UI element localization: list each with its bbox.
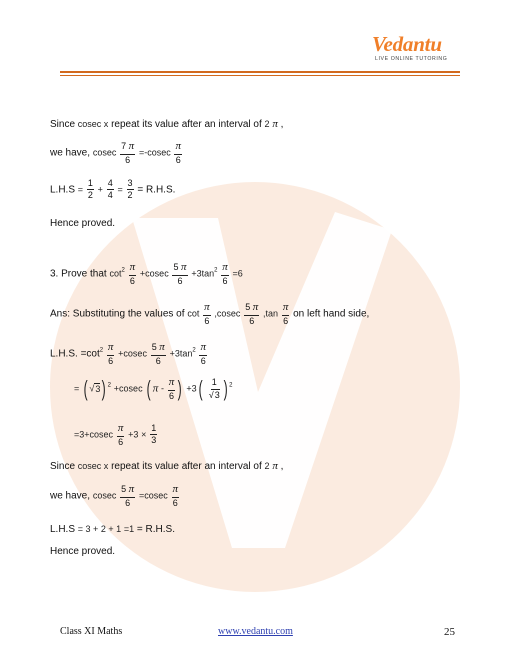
hence-proved-2: Hence proved.	[50, 546, 116, 557]
fraction: $\frac{\pi}{6}$	[168, 376, 175, 401]
fraction: $\frac{\pi}{6}$	[107, 341, 114, 366]
fraction: $\frac{\pi}{6}$	[172, 483, 179, 508]
statement-periodicity-1: Since cosec x repeat its value after an interval of 2 π ,	[50, 118, 284, 130]
footer-website-link[interactable]: www.vedantu.com	[218, 626, 293, 637]
answer-intro: Ans: Substituting the values of cot $\frac{\pi}{6}$ ,cosec $\frac{5 \pi}{6}$ ,tan $\frac{\pi}{6}$ on left hand side,	[50, 301, 370, 326]
footer-class-label: Class XI Maths	[60, 626, 123, 637]
question-3: 3. Prove that $\cot^2$ $\frac{\pi}{6}$ +cosec $\frac{5 \pi}{6}$ $+3\tan^2$ $\frac{\pi}{6}$ =6	[50, 261, 243, 286]
fraction: $\frac{\pi}{6}$	[117, 422, 124, 447]
header-rule-thick	[60, 71, 460, 73]
fraction: $\frac{\pi}{6}$	[204, 301, 210, 326]
fraction: $\frac{5 \pi}{6}$	[245, 301, 259, 326]
fraction: $\frac{1}{3}$	[151, 423, 157, 446]
equation-wehave-1: we have, cosec $\frac{7 \pi}{6}$ =-cosec $\frac{\pi}{6}$	[50, 140, 181, 165]
equation-lhs-2: L.H.S. $=\cot^2$ $\frac{\pi}{6}$ +cosec $\frac{5 \pi}{6}$ $+3\tan^2$ $\frac{\pi}{6}$	[50, 341, 206, 366]
equation-lhs-3: L.H.S = 3 + 2 + 1 =1 = R.H.S.	[50, 524, 175, 535]
fraction: $\frac{4}{4}$	[107, 178, 113, 201]
equation-step-2: = ( √3) $^2$ +cosec ( π - $\frac{\pi}{6}$ ) +3( $\frac{1}{√3}$ ) $^2$	[74, 376, 233, 401]
statement-periodicity-2: Since cosec x repeat its value after an interval of 2 π ,	[50, 460, 284, 472]
fraction: $\frac{5 \pi}{6}$	[151, 341, 165, 366]
equation-lhs-1: L.H.S = $\frac{1}{2}$ + $\frac{4}{4}$ = $\frac{3}{2}$ = R.H.S.	[50, 178, 176, 201]
equation-wehave-2: we have, cosec $\frac{5 \pi}{6}$ =cosec $\frac{\pi}{6}$	[50, 483, 179, 508]
equation-step-3: =3+cosec $\frac{\pi}{6}$ +3 × $\frac{1}{3}$	[74, 422, 157, 447]
header-rule-thin	[60, 75, 460, 76]
fraction: $\frac{3}{2}$	[127, 178, 133, 201]
fraction: $\frac{1}{√3}$	[208, 377, 220, 400]
fraction: $\frac{\pi}{6}$	[129, 261, 136, 286]
fraction: $\frac{5 \pi}{6}$	[121, 483, 135, 508]
fraction: $\frac{7 \pi}{6}$	[121, 140, 135, 165]
fraction: $\frac{1}{2}$	[87, 178, 93, 201]
footer-page-number: 25	[444, 626, 455, 638]
fraction: $\frac{\pi}{6}$	[222, 261, 228, 286]
fraction: $\frac{\pi}{6}$	[175, 140, 181, 165]
logo-wordmark: Vedantu	[372, 32, 442, 56]
fraction: $\frac{5 \pi}{6}$	[173, 261, 187, 286]
logo-tagline: LIVE ONLINE TUTORING	[375, 56, 448, 62]
fraction: $\frac{\pi}{6}$	[282, 301, 289, 326]
hence-proved-1: Hence proved.	[50, 218, 116, 229]
fraction: $\frac{\pi}{6}$	[200, 341, 206, 366]
